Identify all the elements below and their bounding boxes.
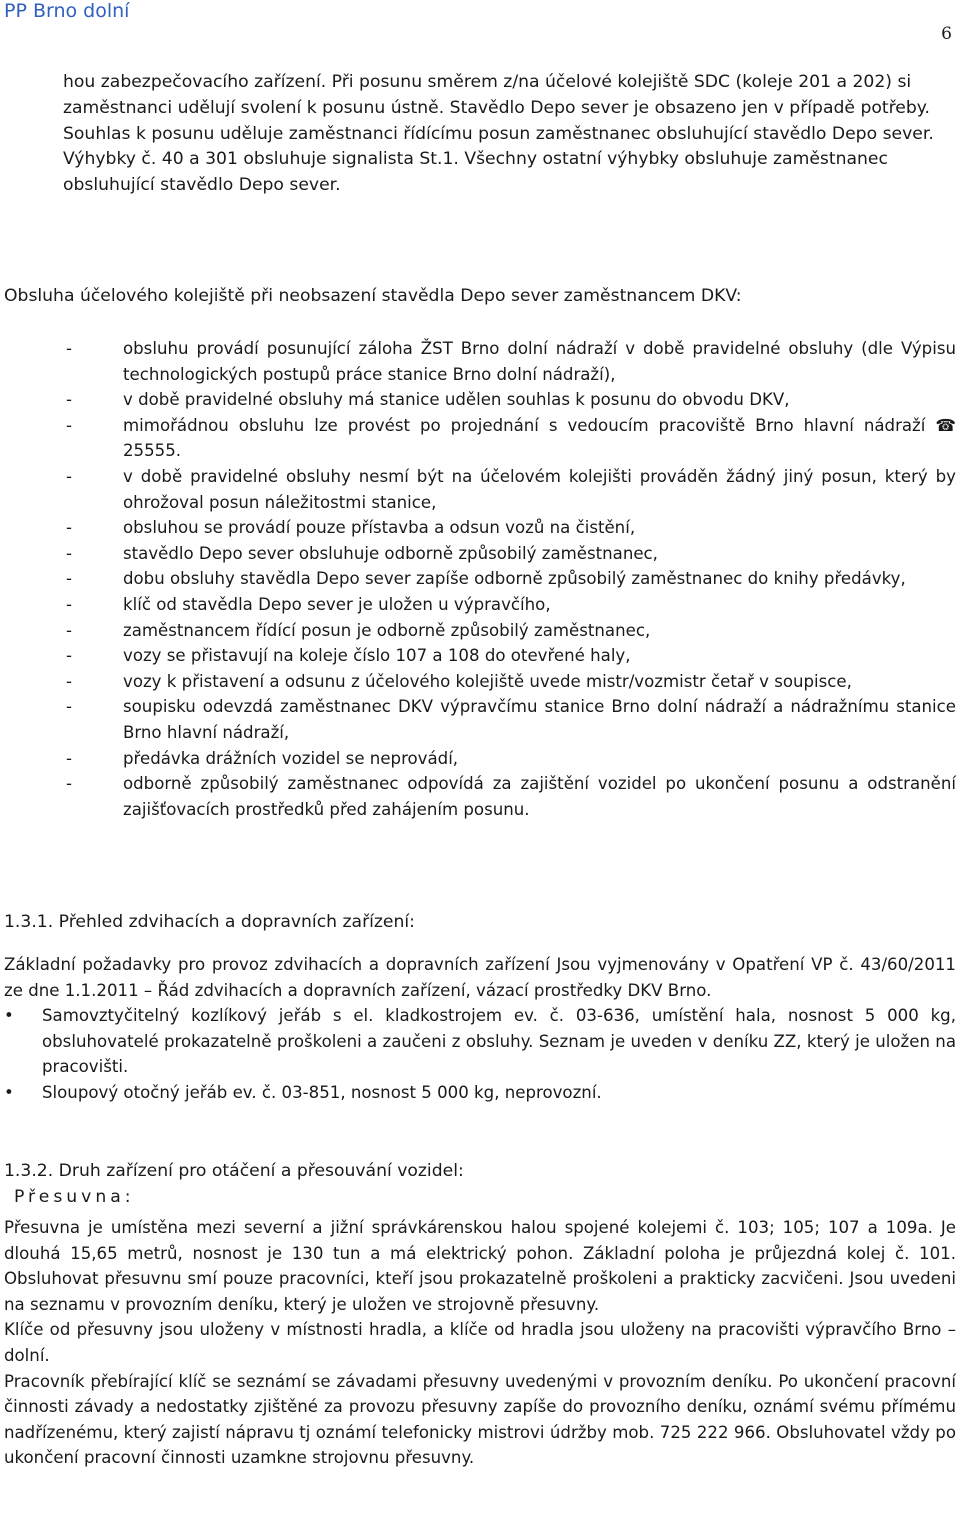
list-item: - soupisku odevzdá zaměstnanec DKV výpravčímu stanice Brno dolní nádraží a nádražnímu stanice Brno hlavní nádraží, (66, 694, 956, 745)
document-header: PP Brno dolní (4, 0, 130, 22)
bullet-marker: • (4, 1082, 14, 1102)
list-item: - v době pravidelné obsluhy nesmí být na účelovém kolejišti prováděn žádný jiný posun, který by ohrožoval posun náležitostmi stanice, (66, 464, 956, 515)
dash-marker: - (66, 543, 72, 563)
dash-marker: - (66, 594, 72, 614)
section-paragraph: Základní požadavky pro provoz zdvihacích a dopravních zařízení Jsou vyjmenovány v Opatření VP č. 43/60/2011 ze dne 1.1.2011 – Řád zdvihacích a dopravních zařízení, vázací prostředky DKV Brno. (4, 955, 956, 1000)
dash-marker: - (66, 671, 72, 691)
dash-marker: - (66, 569, 72, 589)
dash-marker: - (66, 748, 72, 768)
dash-marker: - (66, 774, 72, 794)
page-number: 6 (941, 24, 952, 44)
section-heading-obsluha: Obsluha účelového kolejiště při neobsazení stavědla Depo sever zaměstnancem DKV: (4, 286, 742, 306)
list-item: - předávka drážních vozidel se neprovádí, (66, 746, 956, 772)
list-item: - zaměstnancem řídící posun je odborně způsobilý zaměstnanec, (66, 618, 956, 644)
section-paragraph: Klíče od přesuvny jsou uloženy v místnosti hradla, a klíče od hradla jsou uloženy na pracovišti výpravčího Brno – dolní. (4, 1320, 956, 1365)
list-item: - obsluhu provádí posunující záloha ŽST Brno dolní nádraží v době pravidelné obsluhy (dle Výpisu technologických postupů práce stanice Brno dolní nádraží), (66, 336, 956, 387)
list-item: - mimořádnou obsluhu lze provést po projednání s vedoucím pracoviště Brno hlavní nádraží ☎ 25555. (66, 413, 956, 464)
section-1-3-1-body (4, 952, 956, 1106)
dash-marker: - (66, 415, 72, 435)
list-item: - vozy se přistavují na koleje číslo 107 a 108 do otevřené haly, (66, 643, 956, 669)
list-item: - klíč od stavědla Depo sever je uložen u výpravčího, (66, 592, 956, 618)
section-heading-1-3-2: 1.3.2. Druh zařízení pro otáčení a přesouvání vozidel: (4, 1161, 464, 1181)
dash-marker: - (66, 339, 72, 358)
subheading-presuvna: Přesuvna: (14, 1187, 135, 1207)
dash-marker: - (66, 518, 72, 538)
section-1-3-2-body (4, 1215, 956, 1471)
bullet-marker: • (4, 1006, 14, 1026)
intro-text (63, 70, 955, 199)
list-item: - stavědlo Depo sever obsluhuje odborně způsobilý zaměstnanec, (66, 541, 956, 567)
list-item: - dobu obsluhy stavědla Depo sever zapíše odborně způsobilý zaměstnanec do knihy předávky, (66, 566, 956, 592)
dash-marker: - (66, 466, 72, 486)
dash-marker: - (66, 620, 72, 640)
intro-paragraph: hou zabezpečovacího zařízení. Při posunu směrem z/na účelové kolejiště SDC (koleje 201 a 202) si zaměstnanci udělují svolení k posunu ústně. Stavědlo Depo sever je obsazeno jen v případě potřeby. (63, 72, 930, 118)
obsluha-list (66, 336, 956, 822)
intro-paragraph: Souhlas k posunu uděluje zaměstnanci řídícímu posun zaměstnanec obsluhující stavědlo Depo sever. (63, 123, 934, 144)
list-item: - v době pravidelné obsluhy má stanice udělen souhlas k posunu do obvodu DKV, (66, 387, 956, 413)
section-paragraph: Pracovník přebírající klíč se seznámí se závadami přesuvny uvedenými v provozním deníku. Po ukončení pracovní činnosti závady a nedostatky zjištěné za provozu přesuvny zapíše do provozního deníku, oznámí svému přímému nadřízenému, který zajistí nápravu tj oznámí telefonicky mistrovi údržby mob. 725 222 966. Obsluhovatel vždy po ukončení pracovní činnosti uzamkne strojovnu přesuvny. (4, 1371, 956, 1468)
dash-marker: - (66, 390, 72, 410)
list-item: - vozy k přistavení a odsunu z účelového kolejiště uvede mistr/vozmistr četař v soupisce, (66, 669, 956, 695)
bullet-item: • Samovztyčitelný kozlíkový jeřáb s el. kladkostrojem ev. č. 03-636, umístění hala, nosnost 5 000 kg, obsluhovatelé prokazatelně proškoleni a zaučeni z obsluhy. Seznam je uveden v deníku ZZ, který je uložen na pracovišti. (4, 1003, 956, 1080)
list-item: - odborně způsobilý zaměstnanec odpovídá za zajištění vozidel po ukončení posunu a odstranění zajišťovacích prostředků před zahájením posunu. (66, 771, 956, 822)
dash-marker: - (66, 646, 72, 666)
list-item: - obsluhou se provádí pouze přístavba a odsun vozů na čistění, (66, 515, 956, 541)
bullet-item: • Sloupový otočný jeřáb ev. č. 03-851, nosnost 5 000 kg, neprovozní. (4, 1080, 956, 1106)
intro-paragraph: Výhybky č. 40 a 301 obsluhuje signalista St.1. Všechny ostatní výhybky obsluhuje zaměstnanec obsluhující stavědlo Depo sever. (63, 149, 888, 196)
section-paragraph: Přesuvna je umístěna mezi severní a jižní správkárenskou halou spojené kolejemi č. 103; 105; 107 a 109a. Je dlouhá 15,65 metrů, nosnost je 130 tun a má elektrický pohon. Základní poloha je průjezdná kolej č. 101. Obsluhovat přesuvnu smí pouze pracovníci, kteří jsou prokazatelně proškoleni a prakticky zacvičeni. Jsou uvedeni na seznamu v provozním deníku, který je uložen ve strojovně přesuvny. (4, 1218, 956, 1314)
section-heading-1-3-1: 1.3.1. Přehled zdvihacích a dopravních zařízení: (4, 912, 415, 932)
dash-marker: - (66, 697, 72, 717)
